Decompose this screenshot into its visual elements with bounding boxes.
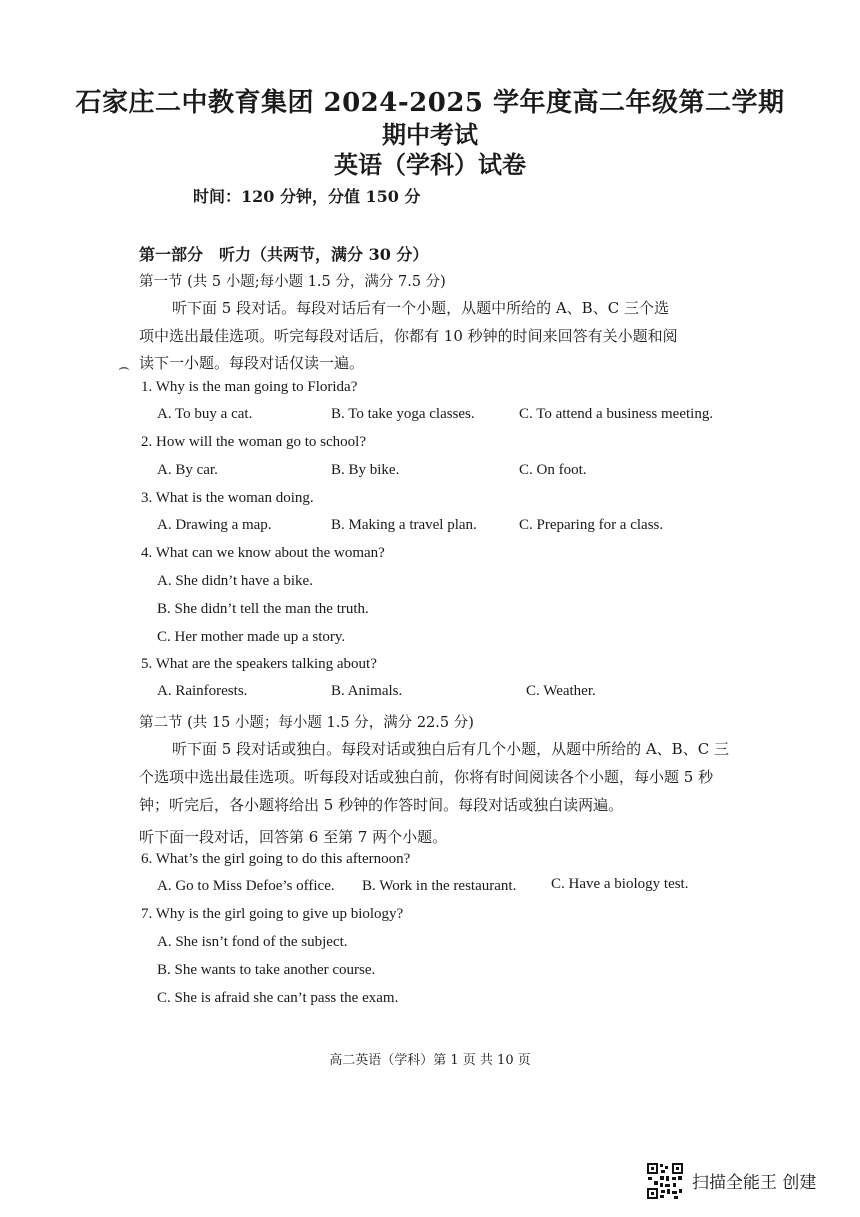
question-1: 1. Why is the man going to Florida? [141, 379, 358, 395]
question-6: 6. What’s the girl going to do this afternoon? [141, 851, 411, 867]
option-c: C. She is afraid she can’t pass the exam. [157, 990, 399, 1006]
option-c: C. Weather. [526, 683, 596, 699]
exam-title: 石家庄二中教育集团 2024-2025 学年度高二年级第二学期 [75, 88, 785, 118]
option-c: C. Have a biology test. [551, 876, 689, 892]
option-b: B. She wants to take another course. [157, 962, 376, 978]
option-c: C. Her mother made up a story. [157, 629, 346, 645]
section2-heading: 第二节 (共 15 小题；每小题 1.5 分，满分 22.5 分) [139, 715, 474, 731]
page-footer: 高二英语（学科）第 1 页 共 10 页 [329, 1053, 531, 1068]
section1-instruction-line: 读下一小题。每段对话仅读一遍。 [139, 354, 365, 372]
time-info: 时间：120 分钟，分值 150 分 [193, 187, 421, 206]
margin-mark: ⌢ [118, 357, 130, 378]
option-a: A. Drawing a map. [157, 517, 272, 533]
option-b: B. Work in the restaurant. [362, 878, 517, 894]
scanner-brand: 扫描全能王 创建 [692, 1173, 817, 1193]
option-b: B. Animals. [331, 683, 403, 699]
question-4: 4. What can we know about the woman? [141, 545, 385, 561]
option-b: B. Making a travel plan. [331, 517, 477, 533]
section1-instruction-line: 项中选出最佳选项。听完每段对话后，你都有 10 秒钟的时间来回答有关小题和阅 [139, 327, 678, 345]
subject-title: 英语（学科）试卷 [334, 150, 526, 179]
option-c: C. On foot. [519, 462, 587, 478]
section1-heading: 第一节 (共 5 小题;每小题 1.5 分，满分 7.5 分) [139, 274, 446, 290]
option-b: B. She didn’t tell the man the truth. [157, 601, 369, 617]
option-a: A. She isn’t fond of the subject. [157, 934, 348, 950]
question-2: 2. How will the woman go to school? [141, 434, 366, 450]
section1-instruction-line: 听下面 5 段对话。每段对话后有一个小题，从题中所给的 A、B、C 三个选 [172, 299, 669, 317]
part1-heading: 第一部分 听力（共两节，满分 30 分） [139, 245, 429, 264]
option-a: A. She didn’t have a bike. [157, 573, 313, 589]
question-3: 3. What is the woman doing. [141, 490, 314, 506]
section2-instruction-line: 个选项中选出最佳选项。听每段对话或独白前，你将有时间阅读各个小题，每小题 5 秒 [139, 768, 714, 786]
option-c: C. To attend a business meeting. [519, 406, 714, 422]
option-a: A. By car. [157, 462, 218, 478]
option-a: A. Rainforests. [157, 683, 248, 699]
option-a: A. Go to Miss Defoe’s office. [157, 878, 335, 894]
option-b: B. To take yoga classes. [331, 406, 475, 422]
option-c: C. Preparing for a class. [519, 517, 664, 533]
section2-instruction-line: 听下面 5 段对话或独白。每段对话或独白后有几个小题，从题中所给的 A、B、C 三 [172, 740, 729, 758]
section2-instruction-line: 钟；听完后，各小题将给出 5 秒钟的作答时间。每段对话或独白读两遍。 [139, 796, 624, 814]
option-b: B. By bike. [331, 462, 400, 478]
question-7: 7. Why is the girl going to give up biology? [141, 906, 404, 922]
qr-code-icon [646, 1162, 684, 1200]
question-5: 5. What are the speakers talking about? [141, 656, 377, 672]
option-a: A. To buy a cat. [157, 406, 253, 422]
group-intro: 听下面一段对话，回答第 6 至第 7 两个小题。 [139, 828, 448, 846]
exam-name: 期中考试 [382, 120, 478, 149]
